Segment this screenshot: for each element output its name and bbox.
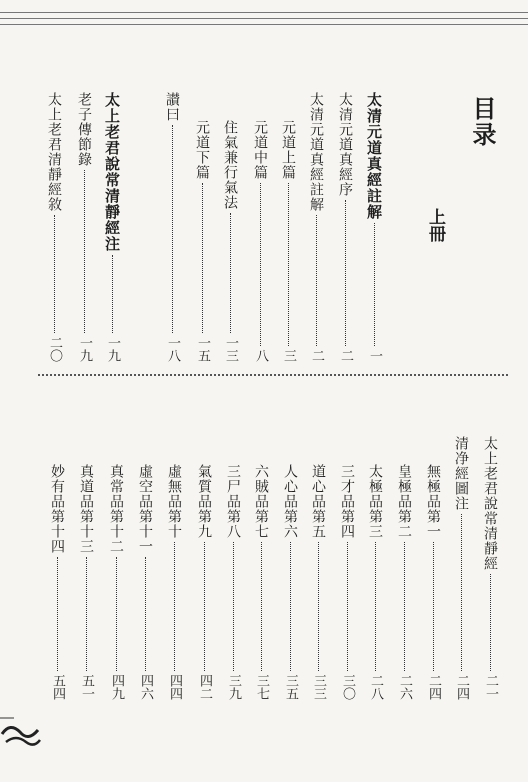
- entry-title: 元道下篇: [194, 120, 210, 180]
- dot-leader: [288, 183, 289, 346]
- dot-leader: [233, 542, 234, 671]
- dot-leader: [290, 542, 291, 671]
- entry-page: 二四: [426, 674, 441, 700]
- toc-entry[interactable]: [104, 92, 120, 362]
- entry-page: 八: [253, 349, 268, 362]
- entry-page: 三: [281, 349, 296, 362]
- toc-entry[interactable]: [76, 92, 92, 362]
- entry-page: 四九: [109, 674, 124, 700]
- toc-entry[interactable]: [49, 464, 65, 700]
- entry-title: 太上老君說常清靜經注: [103, 92, 121, 252]
- dot-leader: [316, 215, 317, 346]
- entry-title: 妙有品第十四: [49, 464, 65, 554]
- entry-page: 三五: [283, 674, 298, 700]
- toc-entry[interactable]: [78, 464, 94, 700]
- dot-leader: [433, 542, 434, 671]
- entry-page: 一三: [223, 336, 238, 362]
- entry-title: 住氣兼行氣法: [222, 120, 238, 210]
- entry-title: 太清元道真經註解: [308, 92, 324, 212]
- dot-leader: [116, 557, 117, 671]
- entry-page: 三〇: [340, 674, 355, 700]
- entry-page: 五四: [50, 674, 65, 700]
- toc-entry[interactable]: [253, 464, 269, 700]
- entry-page: 四四: [167, 674, 182, 700]
- decorative-ornament-icon: [0, 712, 44, 752]
- entry-page: 四六: [138, 674, 153, 700]
- dot-leader: [260, 183, 261, 346]
- toc-entry[interactable]: [137, 464, 153, 700]
- toc-entry[interactable]: [425, 464, 441, 700]
- dot-leader: [202, 183, 203, 333]
- entry-page: 二〇: [47, 336, 62, 362]
- dot-leader: [347, 542, 348, 671]
- entry-title: 人心品第六: [282, 464, 298, 539]
- entry-title: 太清元道真經註解: [365, 92, 383, 220]
- top-rule: [0, 12, 528, 13]
- section-divider: [38, 374, 508, 376]
- toc-entry[interactable]: [482, 436, 498, 700]
- dot-leader: [204, 542, 205, 671]
- dot-leader: [57, 557, 58, 671]
- entry-page: 一九: [105, 336, 120, 362]
- entry-title: 虛無品第十: [166, 464, 182, 539]
- dot-leader: [230, 213, 231, 333]
- dot-leader: [54, 215, 55, 333]
- toc-entry[interactable]: [396, 464, 412, 700]
- toc-entry[interactable]: [453, 436, 469, 700]
- toc-entry[interactable]: [308, 92, 324, 362]
- entry-page: 四二: [197, 674, 212, 700]
- entry-title: 太上老君說常清靜經: [482, 436, 498, 571]
- dot-leader: [86, 557, 87, 671]
- dot-leader: [145, 557, 146, 671]
- entry-page: 二: [338, 349, 353, 362]
- entry-page: 二八: [368, 674, 383, 700]
- entry-title: 太清元道真經序: [337, 92, 353, 197]
- dot-leader: [172, 125, 173, 333]
- entry-page: 一五: [195, 336, 210, 362]
- entry-title: 道心品第五: [310, 464, 326, 539]
- toc-entry[interactable]: [194, 120, 210, 362]
- toc-entry[interactable]: [222, 120, 238, 362]
- entry-page: 二一: [483, 674, 498, 700]
- toc-entry[interactable]: [367, 464, 383, 700]
- entry-page: 二六: [397, 674, 412, 700]
- dot-leader: [490, 574, 491, 671]
- volume-label: 上冊: [425, 208, 445, 242]
- toc-entry[interactable]: [282, 464, 298, 700]
- entry-title: 真常品第十二: [108, 464, 124, 554]
- dot-leader: [261, 542, 262, 671]
- entry-title: 皇極品第二: [396, 464, 412, 539]
- entry-title: 氣質品第九: [196, 464, 212, 539]
- entry-title: 元道中篇: [252, 120, 268, 180]
- entry-page: 三七: [254, 674, 269, 700]
- entry-page: 一: [367, 349, 382, 362]
- toc-entry[interactable]: [166, 464, 182, 700]
- toc-entry[interactable]: [280, 120, 296, 362]
- top-rule: [0, 24, 528, 25]
- toc-entry[interactable]: [337, 92, 353, 362]
- dot-leader: [84, 170, 85, 333]
- toc-entry[interactable]: [108, 464, 124, 700]
- entry-page: 三九: [226, 674, 241, 700]
- toc-entry[interactable]: [252, 120, 268, 362]
- toc-entry[interactable]: [366, 92, 382, 362]
- toc-entry[interactable]: [164, 92, 180, 362]
- toc-entry[interactable]: [196, 464, 212, 700]
- entry-title: 虛空品第十一: [137, 464, 153, 554]
- dot-leader: [318, 542, 319, 671]
- toc-entry[interactable]: [46, 92, 62, 362]
- entry-page: 一九: [77, 336, 92, 362]
- entry-page: 二四: [454, 674, 469, 700]
- dot-leader: [174, 542, 175, 671]
- entry-title: 六賊品第七: [253, 464, 269, 539]
- entry-page: 一八: [165, 336, 180, 362]
- entry-title: 太上老君清靜經敘: [46, 92, 62, 212]
- top-rule: [0, 18, 528, 19]
- entry-title: 太極品第三: [367, 464, 383, 539]
- entry-title: 老子傳節錄: [76, 92, 92, 167]
- entry-title: 真道品第十三: [78, 464, 94, 554]
- page-title: 目录: [468, 96, 497, 148]
- toc-entry[interactable]: [225, 464, 241, 700]
- dot-leader: [345, 200, 346, 346]
- dot-leader: [404, 542, 405, 671]
- dot-leader: [461, 514, 462, 671]
- entry-page: 五一: [79, 674, 94, 700]
- entry-page: 二: [309, 349, 324, 362]
- entry-title: 三才品第四: [339, 464, 355, 539]
- entry-page: 三三: [311, 674, 326, 700]
- entry-title: 清净經圖注: [453, 436, 469, 511]
- entry-title: 元道上篇: [280, 120, 296, 180]
- dot-leader: [374, 223, 375, 346]
- dot-leader: [112, 255, 113, 333]
- toc-entry[interactable]: [310, 464, 326, 700]
- entry-title: 讃曰: [164, 92, 180, 122]
- toc-entry[interactable]: [339, 464, 355, 700]
- dot-leader: [375, 542, 376, 671]
- entry-title: 無極品第一: [425, 464, 441, 539]
- entry-title: 三尸品第八: [225, 464, 241, 539]
